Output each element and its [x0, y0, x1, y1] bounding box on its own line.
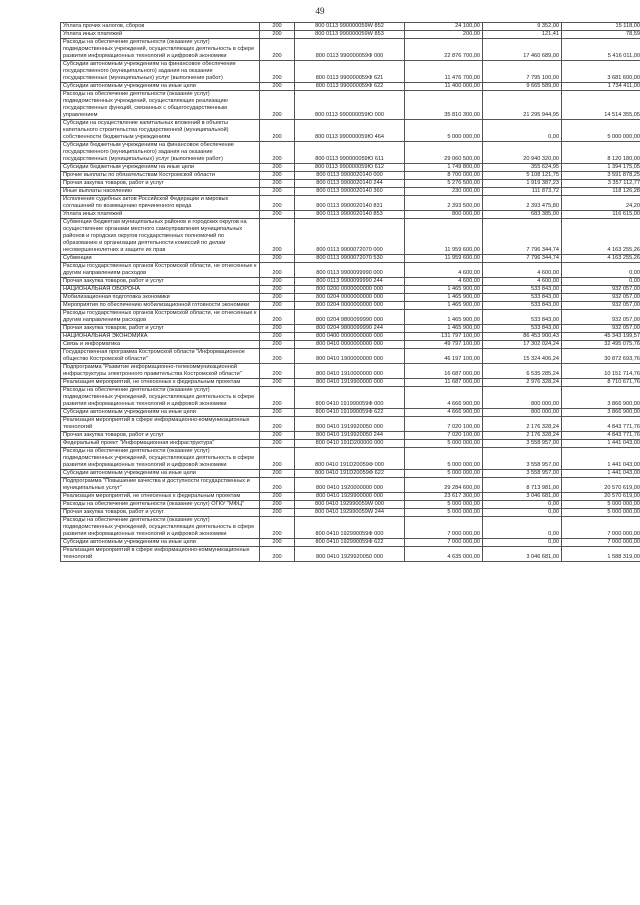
table-row — [61, 325, 640, 333]
row-name-cell: Субсидии автономным учреждениям на иные цели — [61, 539, 260, 547]
row-plan-cell: 800 000,00 — [405, 211, 483, 219]
row-fact-cell: 2 393 475,80 — [483, 196, 562, 211]
row-kbk-cell: 800 0113 9900020140 000 — [295, 172, 405, 180]
row-name-cell: Расходы на обеспечение деятельности (оказание услуг) подведомственных учреждений, осуществляющих деятельность в сфере развития информационных технологий и цифровой экономики — [61, 387, 260, 409]
row-code-cell: 200 — [260, 91, 295, 120]
row-remain-cell: 7 000 000,00 — [562, 517, 640, 539]
row-kbk-cell: 800 0410 0000000000 000 — [295, 341, 405, 349]
budget-execution-table — [60, 22, 640, 562]
row-name-cell: Расходы на обеспечение деятельности (оказание услуг) подведомственных учреждений, осуществляющих деятельность в сфере развития информационных технологий и цифровой экономики — [61, 39, 260, 61]
row-kbk-cell: 800 0113 9900099990 000 — [295, 263, 405, 278]
row-name-cell: Реализация мероприятий, не отнесенных к федеральным проектам — [61, 379, 260, 387]
row-fact-cell: 7 796 344,74 — [483, 219, 562, 255]
row-code-cell: 200 — [260, 478, 295, 493]
row-remain-cell: 15 118,00 — [562, 23, 640, 31]
row-remain-cell: 24,20 — [562, 196, 640, 211]
row-code-cell: 200 — [260, 440, 295, 448]
row-name-cell: Расходы на обеспечение деятельности (оказание услуг) ОГКУ "МФЦ" — [61, 501, 260, 509]
row-fact-cell: 9 665 589,00 — [483, 83, 562, 91]
row-name-cell: Субсидии бюджетным учреждениям на финансовое обеспечение государственного (муниципального) задания на оказание государственных (муниципальных) услуг (выполнение работ) — [61, 142, 260, 164]
row-fact-cell: 2 176 328,24 — [483, 432, 562, 440]
table-row — [61, 302, 640, 310]
row-fact-cell: 3 046 681,00 — [483, 547, 562, 562]
row-remain-cell: 4 163 255,26 — [562, 219, 640, 255]
table-row — [61, 539, 640, 547]
row-name-cell: Прочие выплаты по обязательствам Костромской области — [61, 172, 260, 180]
row-plan-cell: 49 797 100,00 — [405, 341, 483, 349]
row-fact-cell: 3 558 957,00 — [483, 470, 562, 478]
row-name-cell: Расходы на обеспечение деятельности (оказание услуг) подведомственных учреждений, осуществляющих деятельность в сфере развития информационных технологий и цифровой экономики — [61, 517, 260, 539]
table-row — [61, 120, 640, 142]
row-plan-cell: 23 617 300,00 — [405, 493, 483, 501]
table-row — [61, 263, 640, 278]
row-kbk-cell: 800 0410 1919920050 244 — [295, 432, 405, 440]
row-fact-cell: 15 324 406,24 — [483, 349, 562, 364]
row-remain-cell: 78,59 — [562, 31, 640, 39]
row-plan-cell: 230 000,00 — [405, 188, 483, 196]
row-plan-cell: 5 000 000,00 — [405, 448, 483, 470]
row-kbk-cell: 800 0200 0000000000 000 — [295, 286, 405, 294]
row-remain-cell: 5 416 011,00 — [562, 39, 640, 61]
row-fact-cell: 21 295 944,95 — [483, 91, 562, 120]
table-row — [61, 501, 640, 509]
row-plan-cell: 1 465 900,00 — [405, 294, 483, 302]
table-row — [61, 31, 640, 39]
row-code-cell: 200 — [260, 409, 295, 417]
table-row — [61, 432, 640, 440]
row-plan-cell: 4 666 900,00 — [405, 387, 483, 409]
row-remain-cell: 20 570 619,00 — [562, 493, 640, 501]
row-kbk-cell: 800 0410 192990059W 000 — [295, 501, 405, 509]
row-kbk-cell: 800 0113 9900072070 000 — [295, 219, 405, 255]
row-remain-cell: 1 441 043,00 — [562, 440, 640, 448]
row-fact-cell: 3 558 957,00 — [483, 448, 562, 470]
row-fact-cell: 3 558 957,00 — [483, 440, 562, 448]
row-remain-cell: 1 441 043,00 — [562, 470, 640, 478]
table-row — [61, 91, 640, 120]
table-row — [61, 417, 640, 432]
row-plan-cell: 4 600,00 — [405, 278, 483, 286]
row-kbk-cell: 800 0410 1920000000 000 — [295, 478, 405, 493]
row-code-cell: 200 — [260, 172, 295, 180]
row-code-cell: 200 — [260, 470, 295, 478]
table-row — [61, 333, 640, 341]
row-fact-cell: 800 000,00 — [483, 387, 562, 409]
row-name-cell: Уплата иных платежей — [61, 211, 260, 219]
table-row — [61, 219, 640, 255]
table-row — [61, 188, 640, 196]
table-row — [61, 23, 640, 31]
row-code-cell: 200 — [260, 417, 295, 432]
row-code-cell: 200 — [260, 310, 295, 325]
row-plan-cell: 11 959 600,00 — [405, 255, 483, 263]
row-name-cell: Субсидии бюджетным учреждениям на иные цели — [61, 164, 260, 172]
row-code-cell: 200 — [260, 432, 295, 440]
row-fact-cell: 1 919 387,23 — [483, 180, 562, 188]
row-name-cell: Государственная программа Костромской области "Информационное общество Костромской области" — [61, 349, 260, 364]
row-remain-cell: 1 588 319,00 — [562, 547, 640, 562]
row-plan-cell: 4 666 900,00 — [405, 409, 483, 417]
row-remain-cell: 0,00 — [562, 278, 640, 286]
row-name-cell: Уплата прочих налогов, сборов — [61, 23, 260, 31]
row-remain-cell: 1 734 411,00 — [562, 83, 640, 91]
row-fact-cell: 683 385,00 — [483, 211, 562, 219]
row-name-cell: Субсидии автономным учреждениям на иные цели — [61, 470, 260, 478]
row-plan-cell: 35 810 300,00 — [405, 91, 483, 120]
row-kbk-cell: 800 0113 9900072070 530 — [295, 255, 405, 263]
row-fact-cell: 533 843,00 — [483, 325, 562, 333]
row-name-cell: Прочая закупка товаров, работ и услуг — [61, 180, 260, 188]
row-code-cell: 200 — [260, 302, 295, 310]
row-fact-cell: 111 873,72 — [483, 188, 562, 196]
row-remain-cell: 45 343 199,57 — [562, 333, 640, 341]
row-fact-cell: 0,00 — [483, 539, 562, 547]
row-code-cell: 200 — [260, 211, 295, 219]
row-remain-cell: 1 441 043,00 — [562, 448, 640, 470]
row-code-cell: 200 — [260, 263, 295, 278]
row-fact-cell: 8 713 981,00 — [483, 478, 562, 493]
row-remain-cell: 3 357 112,77 — [562, 180, 640, 188]
row-code-cell: 200 — [260, 294, 295, 302]
row-code-cell: 200 — [260, 448, 295, 470]
row-name-cell: Связь и информатика — [61, 341, 260, 349]
row-name-cell: НАЦИОНАЛЬНАЯ ЭКОНОМИКА — [61, 333, 260, 341]
row-code-cell: 200 — [260, 164, 295, 172]
table-row — [61, 448, 640, 470]
row-plan-cell: 11 687 000,00 — [405, 379, 483, 387]
row-kbk-cell: 800 0113 9900020140 853 — [295, 211, 405, 219]
row-fact-cell: 5 108 121,75 — [483, 172, 562, 180]
row-plan-cell: 2 393 500,00 — [405, 196, 483, 211]
row-remain-cell: 4 843 771,76 — [562, 432, 640, 440]
row-plan-cell: 5 000 000,00 — [405, 501, 483, 509]
row-plan-cell: 11 400 000,00 — [405, 83, 483, 91]
row-plan-cell: 16 687 000,00 — [405, 364, 483, 379]
row-code-cell: 200 — [260, 219, 295, 255]
row-plan-cell: 1 465 900,00 — [405, 302, 483, 310]
row-code-cell: 200 — [260, 83, 295, 91]
row-plan-cell: 11 476 700,00 — [405, 61, 483, 83]
row-name-cell: Субвенции бюджетам муниципальных районов и городских округов на осуществление органами местного самоуправления муниципальных районов и городских округов государственных полномочий по образованию и организации деятельности комиссий по делам несовершеннолетних и защите их прав — [61, 219, 260, 255]
row-name-cell: Расходы государственных органов Костромской области, не отнесенные к другим направлениям расходов — [61, 263, 260, 278]
row-plan-cell: 5 000 000,00 — [405, 470, 483, 478]
row-plan-cell: 5 000 000,00 — [405, 120, 483, 142]
row-kbk-cell: 800 0113 990000059Ю 464 — [295, 120, 405, 142]
row-plan-cell: 7 000 000,00 — [405, 517, 483, 539]
row-name-cell: Субвенции — [61, 255, 260, 263]
row-kbk-cell: 800 0410 192990059Ф 000 — [295, 517, 405, 539]
table-row — [61, 61, 640, 83]
row-code-cell: 200 — [260, 333, 295, 341]
row-fact-cell: 6 535 285,24 — [483, 364, 562, 379]
row-remain-cell: 932 057,00 — [562, 325, 640, 333]
row-plan-cell: 1 465 900,00 — [405, 310, 483, 325]
row-name-cell: Реализация мероприятий, не отнесенных к федеральным проектам — [61, 493, 260, 501]
row-plan-cell: 4 600,00 — [405, 263, 483, 278]
row-remain-cell: 3 866 900,00 — [562, 387, 640, 409]
row-name-cell: Мобилизационная подготовка экономики — [61, 294, 260, 302]
table-row — [61, 83, 640, 91]
row-fact-cell: 121,41 — [483, 31, 562, 39]
row-name-cell: Субсидии на осуществление капитальных вложений в объекты капитального строительства государственной (муниципальной) собственности бюджетным учреждениям — [61, 120, 260, 142]
row-name-cell: Подпрограмма "Развитие информационно-телекоммуникационной инфраструктуры электронного правительства Костромской области" — [61, 364, 260, 379]
row-kbk-cell: 800 0113 990000059W 852 — [295, 23, 405, 31]
row-code-cell: 200 — [260, 325, 295, 333]
row-kbk-cell: 800 0410 1919920050 000 — [295, 417, 405, 432]
row-code-cell: 200 — [260, 142, 295, 164]
row-code-cell: 200 — [260, 255, 295, 263]
row-kbk-cell: 800 0410 192990059W 244 — [295, 509, 405, 517]
row-remain-cell: 30 872 693,76 — [562, 349, 640, 364]
table-row — [61, 387, 640, 409]
row-plan-cell: 8 700 000,00 — [405, 172, 483, 180]
row-name-cell: Расходы на обеспечение деятельности (оказание услуг) подведомственных учреждений, осуществляющих реализацию государственных функций, связанных с общегосударственным управлением — [61, 91, 260, 120]
row-plan-cell: 7 000 000,00 — [405, 539, 483, 547]
table-row — [61, 164, 640, 172]
row-remain-cell: 8 120 180,00 — [562, 142, 640, 164]
row-code-cell: 200 — [260, 23, 295, 31]
table-row — [61, 478, 640, 493]
row-plan-cell: 22 876 700,00 — [405, 39, 483, 61]
row-remain-cell: 932 057,00 — [562, 294, 640, 302]
row-name-cell: Субсидии автономным учреждениям на иные цели — [61, 83, 260, 91]
table-row — [61, 255, 640, 263]
row-code-cell: 200 — [260, 341, 295, 349]
row-plan-cell: 200,00 — [405, 31, 483, 39]
row-name-cell: Реализация мероприятий в сфере информационно-коммуникационных технологий — [61, 417, 260, 432]
row-name-cell: Субсидии автономным учреждениям на финансовое обеспечение государственного (муниципального) задания на оказание государственных (муниципальных) услуг (выполнение работ) — [61, 61, 260, 83]
table-row — [61, 364, 640, 379]
row-fact-cell: 86 453 900,43 — [483, 333, 562, 341]
table-row — [61, 142, 640, 164]
row-remain-cell: 10 151 714,76 — [562, 364, 640, 379]
row-remain-cell: 1 394 175,05 — [562, 164, 640, 172]
row-fact-cell: 533 843,00 — [483, 294, 562, 302]
table-row — [61, 349, 640, 364]
table-row — [61, 470, 640, 478]
row-name-cell: Уплата иных платежей — [61, 31, 260, 39]
row-fact-cell: 2 976 328,24 — [483, 379, 562, 387]
row-code-cell: 200 — [260, 501, 295, 509]
row-remain-cell: 5 000 000,00 — [562, 120, 640, 142]
row-kbk-cell: 800 0113 990000059Ф 621 — [295, 61, 405, 83]
row-code-cell: 200 — [260, 379, 295, 387]
row-kbk-cell: 800 0410 191D20059Ф 000 — [295, 448, 405, 470]
table-row — [61, 547, 640, 562]
row-code-cell: 200 — [260, 188, 295, 196]
row-code-cell: 200 — [260, 196, 295, 211]
row-remain-cell: 20 570 619,00 — [562, 478, 640, 493]
row-kbk-cell: 800 0113 990000059Ю 000 — [295, 91, 405, 120]
row-name-cell: НАЦИОНАЛЬНАЯ ОБОРОНА — [61, 286, 260, 294]
row-kbk-cell: 800 0113 9900099990 244 — [295, 278, 405, 286]
row-name-cell: Иные выплаты населению — [61, 188, 260, 196]
row-kbk-cell: 800 0204 0000000000 000 — [295, 302, 405, 310]
row-remain-cell: 3 681 600,00 — [562, 61, 640, 83]
row-plan-cell: 7 020 100,00 — [405, 432, 483, 440]
row-code-cell: 200 — [260, 286, 295, 294]
row-name-cell: Подпрограмма "Повышение качества и доступности государственных и муниципальных услуг" — [61, 478, 260, 493]
row-remain-cell: 4 163 255,26 — [562, 255, 640, 263]
row-name-cell: Прочая закупка товаров, работ и услуг — [61, 509, 260, 517]
row-fact-cell: 533 843,00 — [483, 286, 562, 294]
row-code-cell: 200 — [260, 493, 295, 501]
row-name-cell: Расходы на обеспечение деятельности (оказание услуг) подведомственных учреждений, осуществляющих деятельность в сфере развития информационных технологий и цифровой экономики — [61, 448, 260, 470]
row-kbk-cell: 800 0410 1929900000 000 — [295, 493, 405, 501]
row-kbk-cell: 800 0410 191990059Ф 622 — [295, 409, 405, 417]
row-fact-cell: 0,00 — [483, 517, 562, 539]
row-code-cell: 200 — [260, 61, 295, 83]
row-kbk-cell: 800 0410 1919900000 000 — [295, 379, 405, 387]
row-kbk-cell: 800 0113 9900020140 244 — [295, 180, 405, 188]
table-row — [61, 211, 640, 219]
row-remain-cell: 3 866 900,00 — [562, 409, 640, 417]
row-fact-cell: 2 176 328,24 — [483, 417, 562, 432]
row-code-cell: 200 — [260, 39, 295, 61]
row-fact-cell: 7 796 344,74 — [483, 255, 562, 263]
row-remain-cell: 118 126,28 — [562, 188, 640, 196]
row-remain-cell: 116 615,00 — [562, 211, 640, 219]
row-fact-cell: 7 795 100,00 — [483, 61, 562, 83]
row-kbk-cell: 800 0113 990000059Ф 000 — [295, 39, 405, 61]
table-row — [61, 341, 640, 349]
row-fact-cell: 17 302 024,24 — [483, 341, 562, 349]
row-remain-cell: 932 057,00 — [562, 310, 640, 325]
row-fact-cell: 3 046 681,00 — [483, 493, 562, 501]
row-plan-cell: 1 465 900,00 — [405, 286, 483, 294]
row-kbk-cell: 800 0113 9900020140 360 — [295, 188, 405, 196]
row-plan-cell: 24 100,00 — [405, 23, 483, 31]
row-kbk-cell: 800 0113 9900020140 831 — [295, 196, 405, 211]
row-fact-cell: 355 624,95 — [483, 164, 562, 172]
row-kbk-cell: 800 0410 191D200000 000 — [295, 440, 405, 448]
row-remain-cell: 7 000 000,00 — [562, 539, 640, 547]
row-code-cell: 200 — [260, 364, 295, 379]
row-plan-cell: 1 749 800,00 — [405, 164, 483, 172]
row-kbk-cell: 800 0400 0000000000 000 — [295, 333, 405, 341]
table-row — [61, 509, 640, 517]
row-remain-cell: 0,00 — [562, 263, 640, 278]
row-kbk-cell: 800 0113 990000059Ю 611 — [295, 142, 405, 164]
row-code-cell: 200 — [260, 547, 295, 562]
row-plan-cell: 1 465 900,00 — [405, 325, 483, 333]
row-kbk-cell: 800 0410 1910000000 000 — [295, 364, 405, 379]
row-fact-cell: 20 940 320,00 — [483, 142, 562, 164]
table-row — [61, 180, 640, 188]
row-kbk-cell: 800 0410 1929920050 000 — [295, 547, 405, 562]
row-fact-cell: 9 352,00 — [483, 23, 562, 31]
row-fact-cell: 4 600,00 — [483, 263, 562, 278]
table-row — [61, 440, 640, 448]
row-kbk-cell: 800 0204 0000000000 000 — [295, 294, 405, 302]
row-plan-cell: 5 000 000,00 — [405, 440, 483, 448]
table-row — [61, 196, 640, 211]
row-fact-cell: 0,00 — [483, 501, 562, 509]
row-remain-cell: 3 591 878,25 — [562, 172, 640, 180]
row-fact-cell: 0,00 — [483, 120, 562, 142]
row-name-cell: Субсидии автономным учреждениям на иные цели — [61, 409, 260, 417]
row-code-cell: 200 — [260, 349, 295, 364]
row-code-cell: 200 — [260, 517, 295, 539]
row-kbk-cell: 800 0410 192990059Ф 622 — [295, 539, 405, 547]
row-fact-cell: 0,00 — [483, 509, 562, 517]
row-fact-cell: 800 000,00 — [483, 409, 562, 417]
row-kbk-cell: 800 0410 191D20059Ф 622 — [295, 470, 405, 478]
row-plan-cell: 46 197 100,00 — [405, 349, 483, 364]
table-row — [61, 294, 640, 302]
row-kbk-cell: 800 0113 990000059Ю 612 — [295, 164, 405, 172]
row-code-cell: 200 — [260, 509, 295, 517]
row-plan-cell: 7 020 100,00 — [405, 417, 483, 432]
row-kbk-cell: 800 0410 191990059Ф 000 — [295, 387, 405, 409]
row-plan-cell: 5 000 000,00 — [405, 509, 483, 517]
table-row — [61, 278, 640, 286]
row-plan-cell: 11 959 600,00 — [405, 219, 483, 255]
row-name-cell: Прочая закупка товаров, работ и услуг — [61, 432, 260, 440]
row-remain-cell: 14 514 355,05 — [562, 91, 640, 120]
row-fact-cell: 533 843,00 — [483, 302, 562, 310]
table-row — [61, 310, 640, 325]
row-code-cell: 200 — [260, 180, 295, 188]
row-plan-cell: 4 635 000,00 — [405, 547, 483, 562]
row-remain-cell: 32 495 075,76 — [562, 341, 640, 349]
table-row — [61, 493, 640, 501]
row-code-cell: 200 — [260, 31, 295, 39]
row-name-cell: Расходы государственных органов Костромской области, не отнесенные к другим направлениям расходов — [61, 310, 260, 325]
row-kbk-cell: 800 0204 9800099990 000 — [295, 310, 405, 325]
table-row — [61, 409, 640, 417]
row-name-cell: Прочая закупка товаров, работ и услуг — [61, 278, 260, 286]
row-code-cell: 200 — [260, 387, 295, 409]
table-row — [61, 286, 640, 294]
row-name-cell: Исполнение судебных актов Российской Федерации и мировых соглашений по возмещению причиненного вреда — [61, 196, 260, 211]
row-kbk-cell: 800 0410 1900000000 000 — [295, 349, 405, 364]
row-fact-cell: 4 600,00 — [483, 278, 562, 286]
row-code-cell: 200 — [260, 539, 295, 547]
row-plan-cell: 29 284 600,00 — [405, 478, 483, 493]
page-number: 49 — [315, 6, 325, 16]
table-row — [61, 39, 640, 61]
row-remain-cell: 5 000 000,00 — [562, 509, 640, 517]
row-code-cell: 200 — [260, 278, 295, 286]
row-plan-cell: 5 276 500,00 — [405, 180, 483, 188]
row-plan-cell: 29 060 500,00 — [405, 142, 483, 164]
row-kbk-cell: 800 0204 9800099990 244 — [295, 325, 405, 333]
row-fact-cell: 17 460 689,00 — [483, 39, 562, 61]
table-row — [61, 517, 640, 539]
row-remain-cell: 932 057,00 — [562, 302, 640, 310]
row-name-cell: Реализация мероприятий в сфере информационно-коммуникационных технологий — [61, 547, 260, 562]
row-remain-cell: 8 710 671,76 — [562, 379, 640, 387]
row-remain-cell: 932 057,00 — [562, 286, 640, 294]
row-fact-cell: 533 843,00 — [483, 310, 562, 325]
row-plan-cell: 131 797 100,00 — [405, 333, 483, 341]
row-kbk-cell: 800 0113 990000059W 853 — [295, 31, 405, 39]
row-name-cell: Мероприятия по обеспечению мобилизационной готовности экономики — [61, 302, 260, 310]
row-remain-cell: 4 843 771,76 — [562, 417, 640, 432]
row-name-cell: Прочая закупка товаров, работ и услуг — [61, 325, 260, 333]
table-row — [61, 172, 640, 180]
row-code-cell: 200 — [260, 120, 295, 142]
table-row — [61, 379, 640, 387]
row-name-cell: Федеральный проект "Информационная инфраструктура" — [61, 440, 260, 448]
row-remain-cell: 5 000 000,00 — [562, 501, 640, 509]
row-kbk-cell: 800 0113 990000059Ф 622 — [295, 83, 405, 91]
